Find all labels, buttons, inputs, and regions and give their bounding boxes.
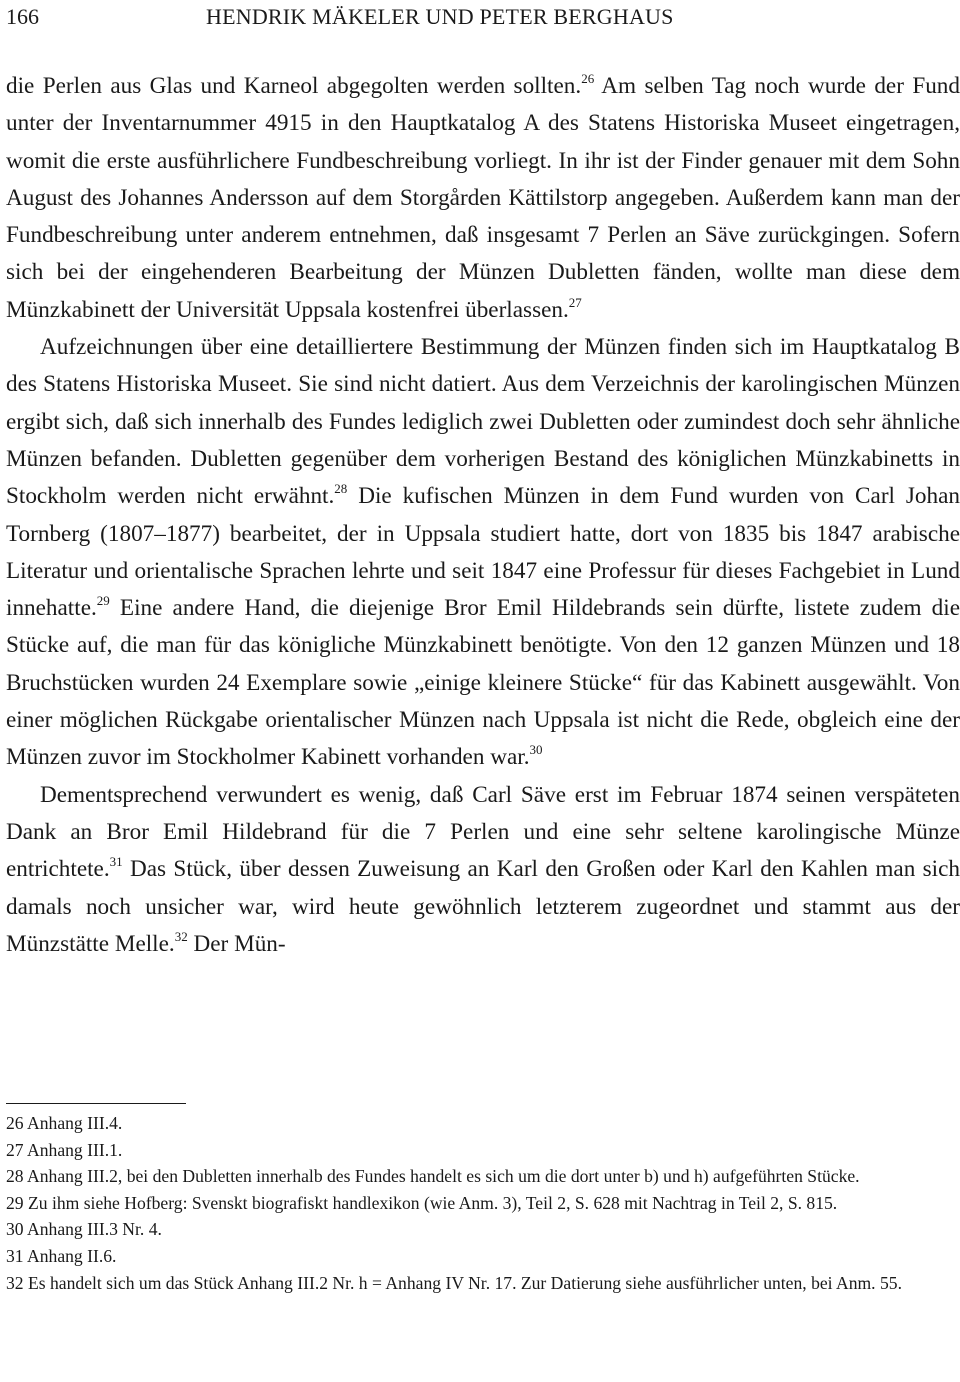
footnote-ref[interactable]: 30 [529, 742, 543, 758]
footnote [6, 1137, 960, 1164]
footnote-number: 26 [6, 1113, 24, 1133]
text-run: Dementsprechend verwundert es wenig, daß Carl Säve erst im Februar 1874 seinen verspäteten Dank an Bror Emil Hildebrand für die 7 Perlen und eine sehr seltene karolingische Münze entrichtete. [6, 781, 960, 883]
footnote-text: Anhang III.3 Nr. 4. [27, 1219, 162, 1240]
footnote-number: 27 [6, 1139, 24, 1160]
footnote-ref[interactable]: 27 [568, 294, 582, 310]
footnote-text: Anhang III.1. [27, 1139, 123, 1160]
footnote-number: 31 [6, 1245, 24, 1266]
text-run: Eine andere Hand, die diejenige Bror Emil Hildebrands sein dürfte, listete zudem die Stücke auf, die man für das königliche Münzkabinett benötigte. Von den 12 ganzen Münzen und 18 Bruchstücken wurden 24 Exemplare sowie „einige kleinere Stücke“ für das Kabinett ausgewählt. Von einer möglichen Rückgabe orientalischer Münzen nach Uppsala ist nicht die Rede, obgleich eine der Münzen zuvor im Stockholmer Kabinett vorhanden war. [6, 595, 960, 771]
footnote-ref[interactable]: 31 [109, 854, 123, 870]
paragraph [6, 329, 960, 777]
footnote-number: 30 [6, 1219, 24, 1240]
footnote [6, 1110, 960, 1137]
footnote [6, 1190, 960, 1217]
footnote-number: 29 [6, 1192, 24, 1213]
page-number: 166 [6, 4, 39, 29]
footnote [6, 1216, 960, 1243]
running-header [6, 2, 956, 32]
footnotes [6, 1110, 960, 1296]
text-run: Das Stück, über dessen Zuweisung an Karl den Großen oder Karl den Kahlen man sich damals noch unsicher war, wird heute gewöhnlich letzterem zugeordnet und stammt aus der Münzstätte Melle. [6, 856, 960, 957]
footnote-number: 32 [6, 1272, 24, 1293]
text-run: Der Mün- [187, 930, 286, 957]
text-run: Aufzeichnungen über eine detailliertere Bestimmung der Münzen finden sich im Hauptkatalog B des Statens Historiska Museet. Sie sind nicht datiert. Aus dem Verzeichnis der karolingischen Münzen ergibt sich, daß sich innerhalb des Fundes lediglich zwei Dubletten oder zumindest doch sehr ähnliche Münzen befanden. Dubletten gegenüber dem vorherigen Bestand des königlichen Münzkabinetts in Stockholm werden nicht erwähnt. [6, 334, 960, 510]
footnote-text: Anhang III.4. [27, 1113, 123, 1133]
footnote [6, 1163, 960, 1190]
text-run: die Perlen aus Glas und Karneol abgegolten werden sollten. [6, 73, 582, 99]
paragraph [6, 68, 960, 329]
footnote-ref[interactable]: 29 [96, 593, 110, 609]
footnote-text: Anhang III.2, bei den Dubletten innerhalb des Fundes handelt es sich um die dort unter b) und h) aufgeführten Stücke. [27, 1166, 860, 1187]
main-text [6, 68, 960, 963]
footnote-rule [6, 1103, 186, 1104]
footnote-ref[interactable]: 26 [581, 71, 595, 86]
footnote [6, 1270, 960, 1297]
footnote-text: Anhang II.6. [27, 1245, 117, 1266]
text-run: Die kufischen Münzen in dem Fund wurden von Carl Johan Tornberg (1807–1877) bearbeitet, der in Uppsala studiert hatte, dort von 1835 bis 1847 arabische Literatur und orientalische Sprachen lehrte und seit 1847 eine Professur für dieses Fachgebiet in Lund innehatte. [6, 483, 960, 622]
text-run: Am selben Tag noch wurde der Fund unter der Inventarnummer 4915 in den Hauptkatalog A des Statens Historiska Museet eingetragen, womit die erste ausführlichere Fundbeschreibung vorliegt. In ihr ist der Finder genauer mit dem Sohn August des Johannes Andersson auf dem Storgården Kättilstorp angegeben. Außerdem kann man der Fundbeschreibung unter anderem entnehmen, daß insgesamt 7 Perlen an Säve zurückgingen. Sofern sich bei der eingehenderen Bearbeitung der Münzen Dubletten fänden, wollte man diese dem Münzkabinett der Universität Uppsala kostenfrei überlassen. [6, 73, 960, 323]
footnote-text: Zu ihm siehe Hofberg: Svenskt biografiskt handlexikon (wie Anm. 3), Teil 2, S. 628 mit Nachtrag in Teil 2, S. 815. [28, 1192, 838, 1213]
footnote-text: Es handelt sich um das Stück Anhang III.2 Nr. h = Anhang IV Nr. 17. Zur Datierung siehe ausführlicher unten, bei Anm. 55. [28, 1272, 902, 1293]
footnote-number: 28 [6, 1166, 24, 1187]
footnote-ref[interactable]: 32 [174, 928, 188, 944]
footnote [6, 1243, 960, 1270]
paragraph [6, 777, 960, 963]
running-title: HENDRIK MÄKELER UND PETER BERGHAUS [206, 4, 674, 29]
footnote-ref[interactable]: 28 [334, 481, 348, 497]
